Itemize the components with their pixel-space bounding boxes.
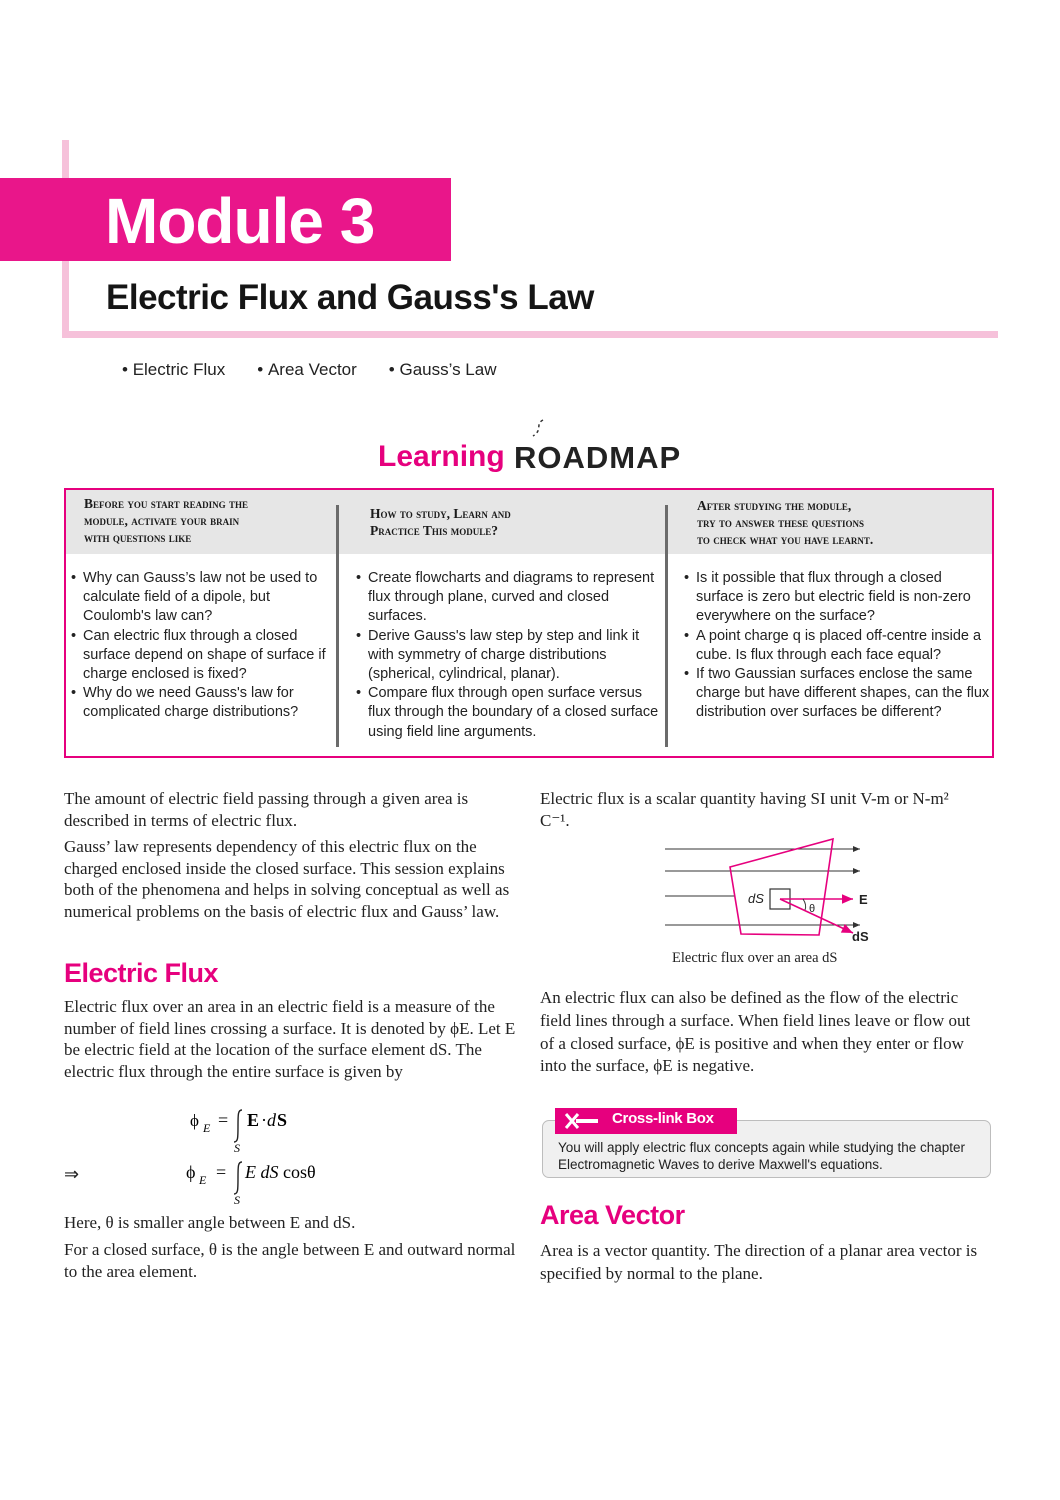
closed-surface-note: For a closed surface, θ is the angle between E and outward normal to the area element. <box>64 1240 516 1281</box>
scalar-unit-paragraph: Electric flux is a scalar quantity having SI unit V-m or N-m² C⁻¹. <box>540 789 949 830</box>
svg-text:E dS: E dS <box>245 1162 279 1182</box>
section-heading-area-vector: Area Vector <box>540 1200 685 1230</box>
e-vector-label: E <box>859 892 868 907</box>
roadmap-title-roadmap: ROADMAP <box>514 440 682 475</box>
section-heading-electric-flux: Electric Flux <box>64 958 219 988</box>
flux-diagram <box>655 835 885 947</box>
ds-vector-label: dS <box>852 929 869 944</box>
svg-text:ϕ: ϕ <box>190 1111 199 1130</box>
list-item: • Compare flux through open surface versus flux through the boundary of a closed surface using field line arguments. <box>356 684 661 742</box>
topic-item: • Area Vector <box>257 360 357 380</box>
intro-paragraph: Gauss’ law represents dependency of this electric flux on the charged enclosed inside the closed surface. This session explains both of the phenomena and helps in solving conceptual as well as numerical problems on the basis of electric flux and Gauss’ law. <box>64 837 510 921</box>
topic-list <box>122 360 496 380</box>
list-item: • Create flowcharts and diagrams to represent flux through plane, curved and closed surfaces. <box>356 569 661 627</box>
list-item: • Can electric flux through a closed surface depend on shape of surface if charge enclosed is fixed? <box>71 627 333 685</box>
intro-paragraph: The amount of electric field passing through a given area is described in terms of electric flux. <box>64 789 469 830</box>
roadmap-col3-heading: After studying the module, try to answer these questions to check what you have learnt. <box>697 498 874 547</box>
area-paragraph: Area is a vector quantity. The direction of a planar area vector is specified by normal to the plane. <box>540 1241 978 1283</box>
figure-caption: Electric flux over an area dS <box>672 950 838 966</box>
svg-text:E: E <box>203 1121 211 1135</box>
svg-text:d: d <box>267 1110 276 1130</box>
ds-label: dS <box>748 891 764 906</box>
list-item: • Is it possible that flux through a closed surface is zero but electric field is non-zero everywhere on the surface? <box>684 569 990 627</box>
column-divider <box>336 505 339 747</box>
theta-definition: Here, θ is smaller angle between E and dS. <box>64 1213 356 1232</box>
roadmap-title-learning: Learning <box>378 440 505 473</box>
svg-text:S: S <box>234 1193 240 1206</box>
svg-text:E: E <box>247 1110 260 1130</box>
implies-arrow: ⇒ <box>64 1164 80 1184</box>
header-bottom-rule <box>62 331 998 338</box>
module-label: Module 3 <box>105 185 375 257</box>
page-title: Electric Flux and Gauss's Law <box>106 278 594 317</box>
cross-link-text: You will apply electric flux concepts again while studying the chapter Electromagnetic Waves to derive Maxwell's equations. <box>558 1140 965 1172</box>
column-divider <box>665 505 668 747</box>
roadmap-col2-list <box>356 569 661 742</box>
cross-link-title: Cross-link Box <box>612 1110 714 1127</box>
roadmap-col1-heading: Before you start reading the module, activate your brain with questions like <box>84 496 249 545</box>
roadmap-col2-heading: How to study, Learn and Practice This module? <box>370 506 511 538</box>
svg-text:·: · <box>261 1110 267 1130</box>
svg-text:S: S <box>277 1110 288 1130</box>
svg-text:=: = <box>218 1110 229 1130</box>
topic-item: • Electric Flux <box>122 360 225 380</box>
list-item: • Why do we need Gauss's law for complicated charge distributions? <box>71 684 333 722</box>
link-icon <box>562 1110 602 1132</box>
list-item: • A point charge q is placed off-centre inside a cube. Is flux through each face equal? <box>684 627 990 665</box>
list-item: • Why can Gauss’s law not be used to calculate field of a dipole, but Coulomb's law can? <box>71 569 333 627</box>
svg-text:S: S <box>234 1141 240 1155</box>
roadmap-col1-list <box>71 569 333 723</box>
topic-item: • Gauss’s Law <box>389 360 497 380</box>
svg-text:E: E <box>199 1173 207 1187</box>
flow-paragraph: An electric flux can also be defined as the flow of the electric field lines through a surface. When field lines leave or flow out of a closed surface, ϕE is positive and when they enter or flow into the surface, ϕE is negative. <box>540 988 971 1076</box>
list-item: • Derive Gauss's law step by step and link it with symmetry of charge distributions (spherical, cylindrical, planar). <box>356 627 661 685</box>
map-pin-icon <box>513 418 553 478</box>
flux-paragraph: Electric flux over an area in an electric field is a measure of the number of field lines crossing a surface. It is denoted by ϕE. Let E be electric field at the location of the surface element dS. The electric flux through the entire surface is given by <box>64 997 516 1081</box>
flux-equations <box>150 1102 410 1206</box>
list-item: • If two Gaussian surfaces enclose the same charge but have different shapes, can the flux distribution over surfaces be different? <box>684 665 990 723</box>
svg-text:cosθ: cosθ <box>283 1162 316 1182</box>
roadmap-col3-list <box>684 569 990 723</box>
theta-label: θ <box>809 903 816 915</box>
svg-text:=: = <box>216 1162 227 1182</box>
svg-text:ϕ: ϕ <box>186 1162 196 1182</box>
